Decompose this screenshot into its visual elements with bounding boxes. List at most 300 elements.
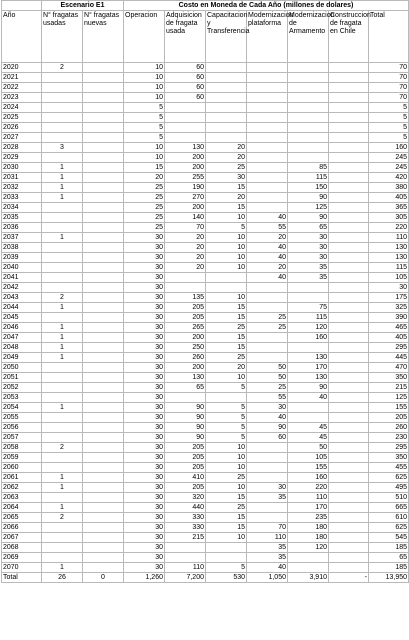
cell-training: 10	[206, 453, 247, 463]
cell-acquisition: 90	[165, 433, 206, 443]
table-row	[2, 453, 409, 463]
cell-used-frigates	[42, 113, 83, 123]
cell-training: 25	[206, 323, 247, 333]
cell-training: 15	[206, 303, 247, 313]
table-row	[2, 313, 409, 323]
cell-new-frigates	[83, 553, 124, 563]
cell-used-frigates	[42, 433, 83, 443]
cell-used-frigates	[42, 253, 83, 263]
cell-operation: 30	[124, 543, 165, 553]
cell-construction	[329, 363, 369, 373]
cell-used-frigates	[42, 393, 83, 403]
cell-training	[206, 113, 247, 123]
col-header-training: Capacitacion y Transferencia	[206, 11, 247, 63]
cell-training: 30	[206, 173, 247, 183]
table-row	[2, 113, 409, 123]
cell-construction	[329, 513, 369, 523]
cell-training: 15	[206, 523, 247, 533]
cell-acquisition: 215	[165, 533, 206, 543]
cell-new-frigates	[83, 183, 124, 193]
cell-operation: 30	[124, 483, 165, 493]
cell-platform-modernization	[247, 343, 288, 353]
cell-acquisition: 130	[165, 373, 206, 383]
cell-construction	[329, 313, 369, 323]
cell-new-frigates	[83, 523, 124, 533]
cell-new-frigates	[83, 463, 124, 473]
cell-operation: 30	[124, 533, 165, 543]
table-row	[2, 193, 409, 203]
cell-operation: 30	[124, 553, 165, 563]
cell-training: 10	[206, 233, 247, 243]
cell-platform-modernization	[247, 63, 288, 73]
cell-armament-modernization: 90	[288, 383, 329, 393]
cell-armament-modernization: 35	[288, 273, 329, 283]
table-row	[2, 333, 409, 343]
cell-used-frigates: 1	[42, 343, 83, 353]
spacer-cell	[2, 1, 42, 11]
cell-training: 10	[206, 483, 247, 493]
cell-armament-modernization: 125	[288, 203, 329, 213]
table-row	[2, 153, 409, 163]
cell-construction	[329, 223, 369, 233]
cell-operation: 5	[124, 133, 165, 143]
table-row	[2, 243, 409, 253]
table-row	[2, 183, 409, 193]
group-header-row	[2, 1, 409, 11]
cell-year: 2022	[2, 83, 42, 93]
cell-platform-modernization	[247, 143, 288, 153]
cell-new-frigates	[83, 163, 124, 173]
cell-total: 105	[369, 273, 409, 283]
cell-armament-modernization: 65	[288, 223, 329, 233]
cell-year: 2065	[2, 513, 42, 523]
col-header-year: Año	[2, 11, 42, 63]
cell-operation: 30	[124, 473, 165, 483]
cell-year: 2061	[2, 473, 42, 483]
cell-acquisition	[165, 123, 206, 133]
cell-armament-modernization	[288, 103, 329, 113]
cell-platform-modernization: 50	[247, 373, 288, 383]
table-row	[2, 533, 409, 543]
cell-total: 175	[369, 293, 409, 303]
table-row	[2, 203, 409, 213]
cell-operation: 30	[124, 383, 165, 393]
cell-operation: 10	[124, 63, 165, 73]
cell-platform-modernization	[247, 113, 288, 123]
cell-platform-modernization	[247, 203, 288, 213]
cell-platform-modernization: 20	[247, 263, 288, 273]
cell-operation: 30	[124, 513, 165, 523]
cell-used-frigates: 3	[42, 143, 83, 153]
cell-used-frigates: 1	[42, 473, 83, 483]
cell-new-frigates	[83, 393, 124, 403]
cell-year: 2028	[2, 143, 42, 153]
cell-acquisition	[165, 283, 206, 293]
cell-operation: 30	[124, 453, 165, 463]
cell-year: 2033	[2, 193, 42, 203]
cell-year: 2023	[2, 93, 42, 103]
cell-used-frigates	[42, 153, 83, 163]
cell-training: 5	[206, 423, 247, 433]
cell-used-frigates	[42, 133, 83, 143]
cell-acquisition: 20	[165, 233, 206, 243]
cell-acquisition: 20	[165, 263, 206, 273]
cell-total: 160	[369, 143, 409, 153]
cell-total: 230	[369, 433, 409, 443]
cell-acquisition: 440	[165, 503, 206, 513]
cell-platform-modernization: 30	[247, 403, 288, 413]
cell-new-frigates	[83, 103, 124, 113]
cell-new-frigates	[83, 253, 124, 263]
cell-total: 405	[369, 193, 409, 203]
cell-year: 2062	[2, 483, 42, 493]
cell-acquisition: 200	[165, 363, 206, 373]
cell-training: 20	[206, 193, 247, 203]
cell-new-frigates	[83, 293, 124, 303]
cell-acquisition: 205	[165, 443, 206, 453]
cell-training	[206, 123, 247, 133]
cell-platform-modernization	[247, 93, 288, 103]
cell-platform-modernization	[247, 333, 288, 343]
cell-year: 2067	[2, 533, 42, 543]
cell-acquisition: 205	[165, 483, 206, 493]
table-row	[2, 363, 409, 373]
cell-year: 2055	[2, 413, 42, 423]
table-row	[2, 93, 409, 103]
cell-acquisition: 260	[165, 353, 206, 363]
table-row	[2, 293, 409, 303]
cell-training: 5	[206, 223, 247, 233]
cell-used-frigates	[42, 313, 83, 323]
scenario-header: Escenario E1	[42, 1, 124, 11]
cell-armament-modernization: 30	[288, 253, 329, 263]
cell-new-frigates	[83, 153, 124, 163]
cell-operation: 30	[124, 233, 165, 243]
cell-total: 125	[369, 393, 409, 403]
cell-training	[206, 83, 247, 93]
cell-operation: 30	[124, 393, 165, 403]
cell-new-frigates	[83, 83, 124, 93]
cell-armament-modernization	[288, 133, 329, 143]
cell-training: 15	[206, 333, 247, 343]
cell-year: 2059	[2, 453, 42, 463]
cell-platform-modernization	[247, 353, 288, 363]
cell-platform-modernization	[247, 443, 288, 453]
cell-total: 295	[369, 343, 409, 353]
cell-new-frigates: 0	[83, 573, 124, 583]
cell-construction	[329, 203, 369, 213]
cell-armament-modernization: 3,910	[288, 573, 329, 583]
cell-new-frigates	[83, 513, 124, 523]
cell-training: 15	[206, 183, 247, 193]
cell-training: 10	[206, 293, 247, 303]
cell-total: 130	[369, 253, 409, 263]
cell-construction	[329, 73, 369, 83]
cell-platform-modernization	[247, 283, 288, 293]
cell-armament-modernization	[288, 83, 329, 93]
table-row	[2, 493, 409, 503]
cell-used-frigates: 1	[42, 333, 83, 343]
cell-year: 2034	[2, 203, 42, 213]
cell-training: 20	[206, 363, 247, 373]
table-body	[2, 63, 409, 583]
cell-year: 2027	[2, 133, 42, 143]
cell-year: 2053	[2, 393, 42, 403]
cell-total: 610	[369, 513, 409, 523]
cell-operation: 30	[124, 283, 165, 293]
cell-operation: 30	[124, 353, 165, 363]
cell-construction	[329, 133, 369, 143]
cell-construction	[329, 333, 369, 343]
cell-armament-modernization: 105	[288, 453, 329, 463]
cell-platform-modernization: 55	[247, 393, 288, 403]
cell-training: 10	[206, 243, 247, 253]
table-row	[2, 253, 409, 263]
cell-used-frigates	[42, 383, 83, 393]
cell-acquisition: 90	[165, 423, 206, 433]
cell-training	[206, 103, 247, 113]
cell-armament-modernization: 170	[288, 363, 329, 373]
table-row	[2, 463, 409, 473]
cell-year: 2036	[2, 223, 42, 233]
cell-platform-modernization	[247, 293, 288, 303]
cell-training: 10	[206, 263, 247, 273]
cell-construction	[329, 423, 369, 433]
cell-year: 2032	[2, 183, 42, 193]
cell-construction	[329, 453, 369, 463]
cell-used-frigates	[42, 523, 83, 533]
cell-training: 5	[206, 433, 247, 443]
cell-year: 2045	[2, 313, 42, 323]
cell-armament-modernization: 120	[288, 323, 329, 333]
cell-platform-modernization: 90	[247, 423, 288, 433]
cell-year: 2042	[2, 283, 42, 293]
cell-training: 15	[206, 313, 247, 323]
cell-construction	[329, 183, 369, 193]
cell-operation: 10	[124, 73, 165, 83]
cell-new-frigates	[83, 423, 124, 433]
table-row	[2, 343, 409, 353]
cell-operation: 30	[124, 243, 165, 253]
cell-armament-modernization	[288, 343, 329, 353]
cell-acquisition: 110	[165, 563, 206, 573]
cell-training: 10	[206, 213, 247, 223]
cell-platform-modernization	[247, 453, 288, 463]
table-row	[2, 523, 409, 533]
cell-used-frigates	[42, 73, 83, 83]
cell-acquisition: 410	[165, 473, 206, 483]
cell-armament-modernization: 130	[288, 353, 329, 363]
cell-armament-modernization: 155	[288, 463, 329, 473]
cell-construction	[329, 523, 369, 533]
cell-operation: 10	[124, 83, 165, 93]
cell-construction	[329, 273, 369, 283]
cell-total: 185	[369, 543, 409, 553]
cell-acquisition: 200	[165, 153, 206, 163]
cell-new-frigates	[83, 493, 124, 503]
cell-training	[206, 283, 247, 293]
cell-used-frigates: 1	[42, 353, 83, 363]
cell-new-frigates	[83, 413, 124, 423]
cell-year: Total	[2, 573, 42, 583]
cell-platform-modernization	[247, 193, 288, 203]
cell-platform-modernization: 110	[247, 533, 288, 543]
cell-year: 2057	[2, 433, 42, 443]
cell-armament-modernization: 85	[288, 163, 329, 173]
cell-year: 2069	[2, 553, 42, 563]
cell-armament-modernization	[288, 293, 329, 303]
cell-total: 365	[369, 203, 409, 213]
cell-acquisition: 200	[165, 333, 206, 343]
cell-new-frigates	[83, 303, 124, 313]
cell-training	[206, 393, 247, 403]
cell-construction	[329, 413, 369, 423]
cell-new-frigates	[83, 193, 124, 203]
cell-operation: 30	[124, 253, 165, 263]
cell-acquisition: 330	[165, 513, 206, 523]
cell-construction	[329, 493, 369, 503]
cell-new-frigates	[83, 313, 124, 323]
cell-construction	[329, 103, 369, 113]
cell-new-frigates	[83, 113, 124, 123]
cell-new-frigates	[83, 453, 124, 463]
cell-total: 325	[369, 303, 409, 313]
cell-acquisition: 65	[165, 383, 206, 393]
cell-year: 2039	[2, 253, 42, 263]
table-row	[2, 173, 409, 183]
cell-platform-modernization	[247, 473, 288, 483]
col-header-total: Total	[369, 11, 409, 63]
cell-platform-modernization	[247, 173, 288, 183]
cell-new-frigates	[83, 133, 124, 143]
cell-used-frigates: 2	[42, 443, 83, 453]
cell-construction	[329, 503, 369, 513]
cell-used-frigates	[42, 273, 83, 283]
cell-used-frigates: 1	[42, 303, 83, 313]
cell-new-frigates	[83, 173, 124, 183]
cell-used-frigates	[42, 413, 83, 423]
cost-group-header: Costo en Moneda de Cada Año (millones de dolares)	[124, 1, 409, 11]
cell-armament-modernization: 220	[288, 483, 329, 493]
cell-new-frigates	[83, 203, 124, 213]
cell-used-frigates	[42, 373, 83, 383]
cell-new-frigates	[83, 333, 124, 343]
cell-year: 2041	[2, 273, 42, 283]
cell-year: 2037	[2, 233, 42, 243]
col-header-new-frigates: N° fragatas nuevas	[83, 11, 124, 63]
cell-total: 445	[369, 353, 409, 363]
cell-construction	[329, 553, 369, 563]
table-row	[2, 373, 409, 383]
cell-year: 2054	[2, 403, 42, 413]
cell-training: 5	[206, 403, 247, 413]
cell-total: 185	[369, 563, 409, 573]
cell-new-frigates	[83, 533, 124, 543]
cell-construction	[329, 373, 369, 383]
cell-platform-modernization: 40	[247, 213, 288, 223]
table-row	[2, 83, 409, 93]
cell-armament-modernization: 160	[288, 333, 329, 343]
cell-new-frigates	[83, 63, 124, 73]
table-row	[2, 393, 409, 403]
col-header-operation: Operacion	[124, 11, 165, 63]
table-row	[2, 503, 409, 513]
cell-new-frigates	[83, 213, 124, 223]
cell-total: 545	[369, 533, 409, 543]
cell-acquisition: 255	[165, 173, 206, 183]
cell-training: 10	[206, 463, 247, 473]
table-row	[2, 303, 409, 313]
cell-total: 205	[369, 413, 409, 423]
cell-acquisition: 60	[165, 83, 206, 93]
cell-training: 10	[206, 443, 247, 453]
cell-used-frigates: 1	[42, 173, 83, 183]
table-row	[2, 73, 409, 83]
cell-platform-modernization	[247, 183, 288, 193]
cell-platform-modernization: 35	[247, 553, 288, 563]
cell-armament-modernization: 130	[288, 373, 329, 383]
cell-acquisition: 205	[165, 313, 206, 323]
cell-construction	[329, 323, 369, 333]
cell-used-frigates	[42, 93, 83, 103]
cell-operation: 10	[124, 93, 165, 103]
cell-platform-modernization	[247, 303, 288, 313]
cell-total: 350	[369, 453, 409, 463]
cell-year: 2026	[2, 123, 42, 133]
cell-acquisition: 7,200	[165, 573, 206, 583]
cell-construction	[329, 113, 369, 123]
cell-platform-modernization	[247, 503, 288, 513]
cell-armament-modernization: 90	[288, 213, 329, 223]
cell-used-frigates: 1	[42, 163, 83, 173]
cell-armament-modernization	[288, 73, 329, 83]
cell-armament-modernization	[288, 413, 329, 423]
cell-acquisition: 205	[165, 453, 206, 463]
cell-armament-modernization: 45	[288, 433, 329, 443]
table-row	[2, 473, 409, 483]
cell-construction	[329, 343, 369, 353]
table-row	[2, 143, 409, 153]
cell-armament-modernization: 115	[288, 173, 329, 183]
table-row	[2, 123, 409, 133]
cell-armament-modernization	[288, 553, 329, 563]
table-row	[2, 273, 409, 283]
cell-acquisition: 250	[165, 343, 206, 353]
cell-construction	[329, 383, 369, 393]
table-row	[2, 323, 409, 333]
cell-operation: 30	[124, 373, 165, 383]
cell-new-frigates	[83, 243, 124, 253]
cell-used-frigates	[42, 463, 83, 473]
cell-used-frigates	[42, 213, 83, 223]
cell-total: 110	[369, 233, 409, 243]
cell-operation: 30	[124, 503, 165, 513]
cell-training: 20	[206, 153, 247, 163]
cell-acquisition	[165, 393, 206, 403]
cell-new-frigates	[83, 403, 124, 413]
cell-year: 2052	[2, 383, 42, 393]
cell-operation: 5	[124, 103, 165, 113]
cell-platform-modernization: 40	[247, 243, 288, 253]
cell-total: 70	[369, 83, 409, 93]
cell-year: 2035	[2, 213, 42, 223]
cell-total: 5	[369, 113, 409, 123]
cell-construction	[329, 163, 369, 173]
cell-platform-modernization	[247, 83, 288, 93]
cell-construction	[329, 153, 369, 163]
cell-construction	[329, 393, 369, 403]
cell-operation: 30	[124, 563, 165, 573]
